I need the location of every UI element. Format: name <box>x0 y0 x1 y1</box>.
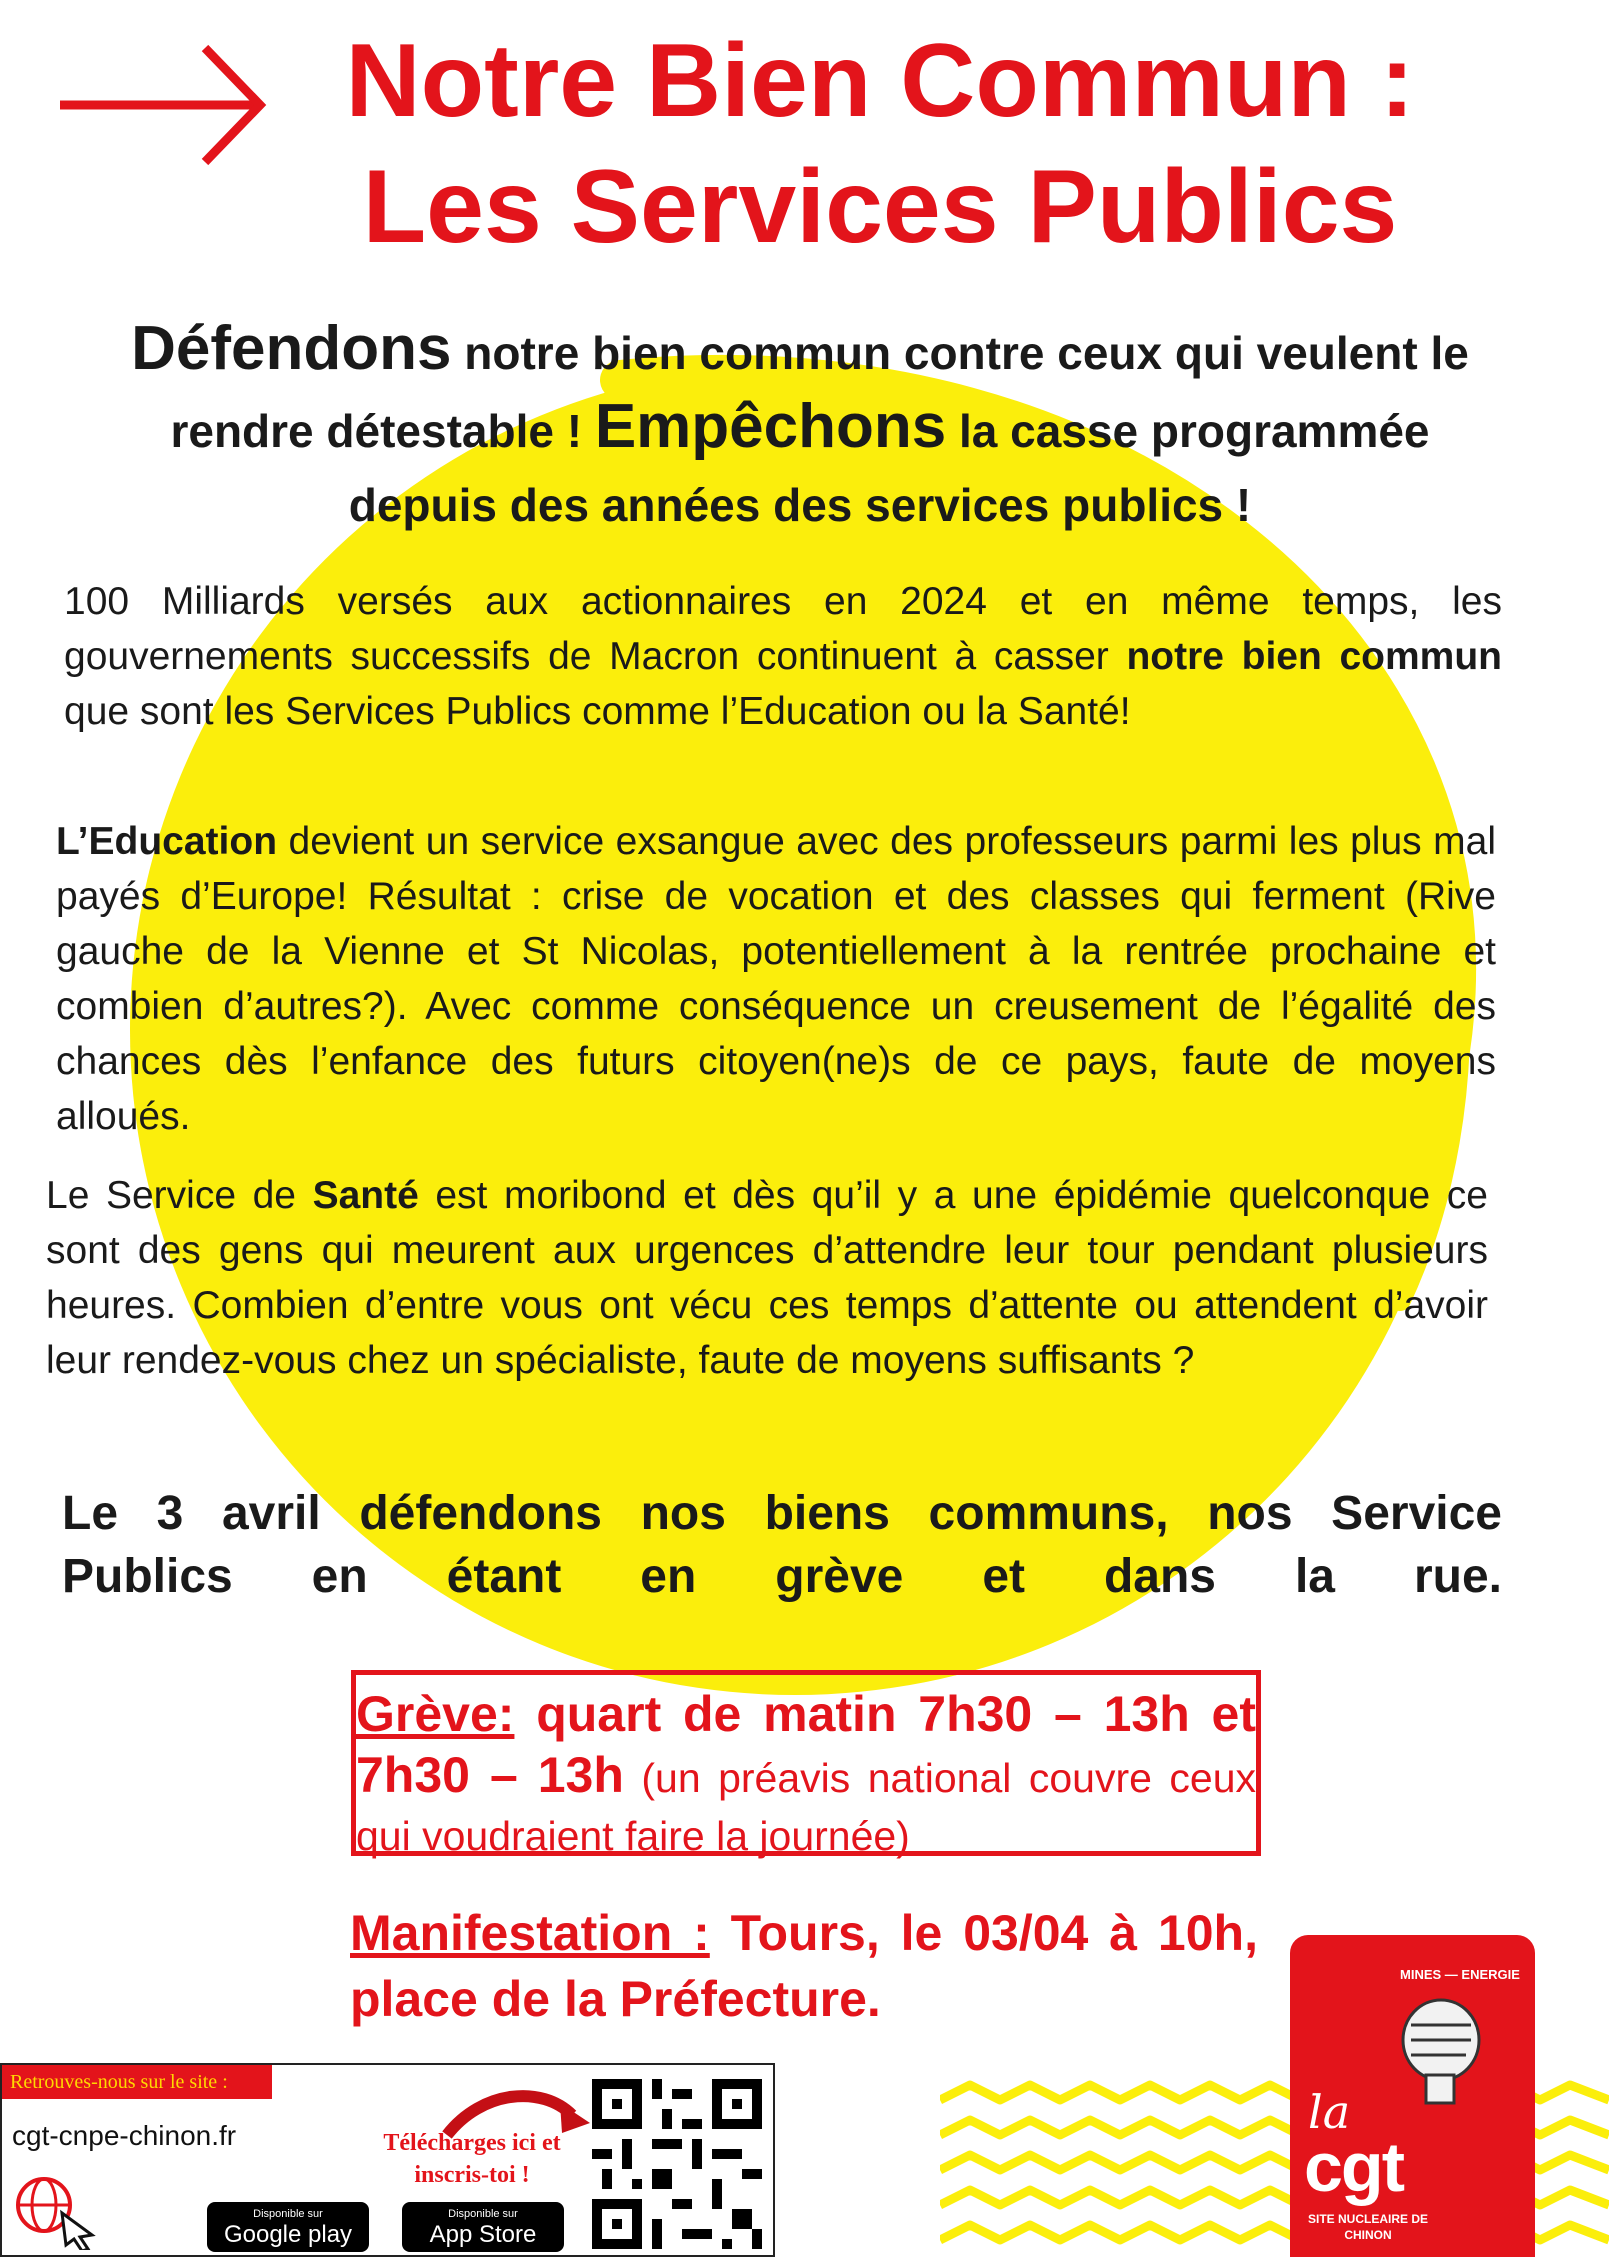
paragraph-emphasis: Santé <box>312 1174 419 1217</box>
paragraph-sante <box>46 1168 1488 1388</box>
lead-text-1: notre bien commun contre ceux qui veulent le rendre détestable ! <box>170 327 1469 457</box>
badge-small-text: Disponible sur <box>253 2208 323 2220</box>
lead-text-2: la casse programmée depuis des années des services publics ! <box>348 405 1430 531</box>
strike-info-box <box>351 1670 1261 1859</box>
badge-store-name: App Store <box>429 2221 537 2248</box>
paragraph-text: est moribond et dès qu’il y a une épidémie quelconque ce sont des gens qui meurent aux urgences d’attendre leur tour pendant plusieurs heures. Combien d’entre vous ont vécu ces temps d’attente ou attendent d’avoir leur rendez-vous chez un spécialiste, faute de moyens suffisants ? <box>46 1174 1488 1382</box>
website-link[interactable]: cgt-cnpe-chinon.fr <box>12 2120 237 2151</box>
logo-la: la <box>1308 2085 1351 2139</box>
google-play-badge[interactable] <box>207 2202 369 2252</box>
badge-small-text: Disponible sur <box>448 2208 518 2220</box>
title-line-1: Notre Bien Commun : <box>345 23 1415 139</box>
logo-tagline: MINES — ENERGIE <box>1400 1967 1520 1982</box>
logo-cgt: cgt <box>1304 2128 1403 2206</box>
paragraph-text: devient un service exsangue avec des professeurs parmi les plus mal payés d’Europe! Résultat : crise de vocation et des classes qui ferment (Rive gauche de la Vienne et St Nicolas, potentiellement à la rentrée prochaine et combien d’autres?). Avec comme conséquence un creusement de l’égalité des chances dès l’enfance des futurs citoyen(ne)s de ce pays, faute de moyens alloués. <box>56 820 1496 1138</box>
logo-site: SITE NUCLEAIRE DE CHINON <box>1308 2212 1429 2242</box>
title-line-2: Les Services Publics <box>362 149 1398 265</box>
footer-panel <box>0 2063 775 2257</box>
app-store-badge[interactable] <box>402 2202 564 2252</box>
strike-label: Grève: <box>356 1686 515 1742</box>
footer-banner-text: Retrouves-nous sur le site : <box>10 2071 228 2093</box>
paragraph-text: que sont les Services Publics comme l’Education ou la Santé! <box>64 690 1131 733</box>
demonstration-info <box>350 1900 1258 2032</box>
demonstration-label: Manifestation : <box>350 1905 710 1961</box>
page-title <box>300 18 1460 270</box>
raised-fist-icon <box>1386 1995 1506 2105</box>
call-line-1: Le 3 avril défendons nos biens communs, nos Service <box>62 1487 1502 1540</box>
paragraph-text: 100 Milliards versés aux actionnaires en 2024 et en même temps, les gouvernements successifs de Macron continuent à casser <box>64 580 1502 678</box>
download-invite: Télécharges ici et inscris-toi ! <box>383 2130 561 2188</box>
strike-note: (un préavis national couvre ceux qui voudraient faire la journée) <box>356 1755 1256 1859</box>
badge-store-name: Google play <box>223 2221 353 2248</box>
cgt-logo <box>1290 1935 1535 2257</box>
strike-hours: quart de matin 7h30 – 13h et 7h30 – 13h <box>356 1686 1256 1803</box>
paragraph-emphasis: L’Education <box>56 820 278 863</box>
globe-cursor-icon <box>12 2165 112 2250</box>
paragraph-text: Le Service de <box>46 1174 313 1217</box>
paragraph-actionnaires <box>64 574 1502 739</box>
demonstration-text: Tours, le 03/04 à 10h, place de la Préfecture. <box>350 1905 1258 2027</box>
qr-code[interactable] <box>592 2079 762 2249</box>
call-to-action <box>62 1482 1502 1608</box>
footer-banner <box>2 2065 272 2099</box>
paragraph-emphasis: notre bien commun <box>1126 635 1503 678</box>
lead-word-defendons: Défendons <box>131 314 452 383</box>
paragraph-education <box>56 814 1496 1144</box>
arrow-right-icon <box>55 40 270 170</box>
lead-statement <box>100 312 1500 542</box>
call-line-2: Publics en étant en grève et dans la rue. <box>62 1550 1502 1603</box>
lead-word-empechons: Empêchons <box>594 392 947 461</box>
